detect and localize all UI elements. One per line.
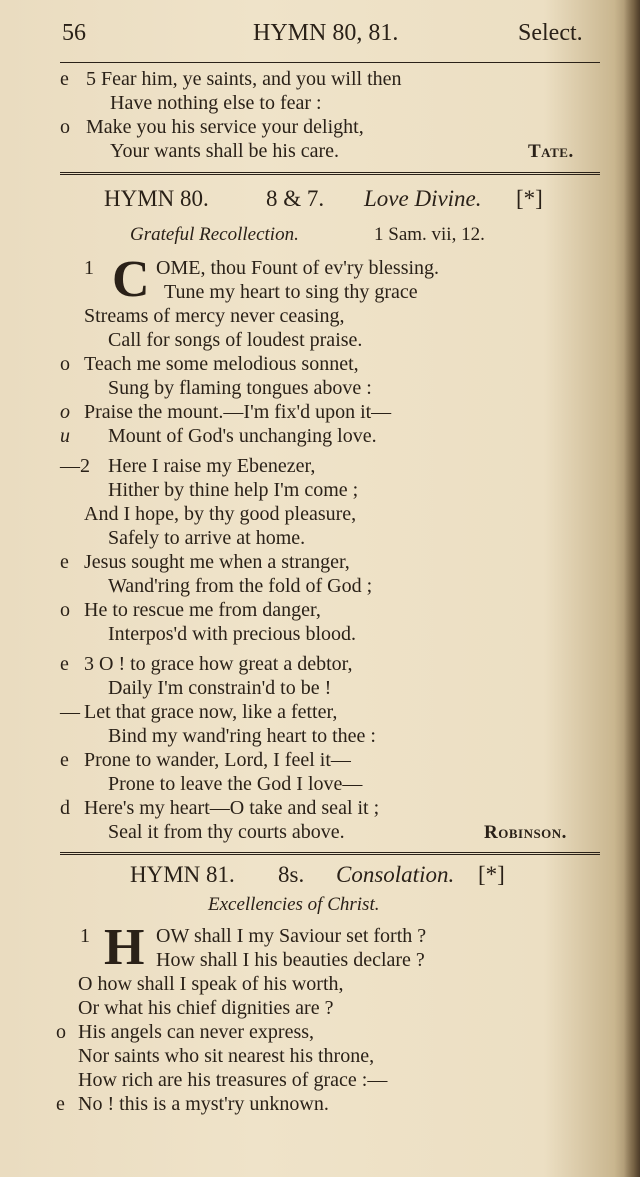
line-text: Prone to wander, Lord, I feel it— xyxy=(84,749,351,771)
line-text: Interpos'd with precious blood. xyxy=(108,623,357,645)
hymn-line xyxy=(0,551,640,577)
line-text: His angels can never express, xyxy=(78,1021,315,1043)
line-text: Have nothing else to fear : xyxy=(110,92,322,114)
hymn-line xyxy=(0,425,640,451)
hymn-line xyxy=(0,1069,640,1095)
hymn-line xyxy=(0,725,640,751)
drop-cap: H xyxy=(104,919,145,976)
line-text: Your wants shall be his care. xyxy=(110,140,340,162)
hymn-line xyxy=(0,701,640,727)
hymn-line xyxy=(0,455,640,481)
hymn-marker: [*] xyxy=(516,186,543,211)
line-mark: o xyxy=(60,401,70,423)
line-text: Nor saints who sit nearest his throne, xyxy=(78,1045,375,1067)
line-mark: e xyxy=(60,551,69,573)
line-text: OW shall I my Saviour set forth ? xyxy=(156,925,427,947)
hymn-line xyxy=(0,257,640,283)
hymn-number: HYMN 80. xyxy=(104,186,209,211)
prev-hymn-author: Tate. xyxy=(528,141,574,162)
line-text: OME, thou Fount of ev'ry blessing. xyxy=(156,257,440,279)
line-text: Safely to arrive at home. xyxy=(108,527,306,549)
line-text: 5 Fear him, ye saints, and you will then xyxy=(86,68,402,90)
line-text: He to rescue me from danger, xyxy=(84,599,321,621)
line-mark: d xyxy=(60,797,70,819)
line-mark: —2 xyxy=(60,455,90,477)
prev-hymn-line xyxy=(0,68,640,94)
line-text: Seal it from thy courts above. xyxy=(108,821,345,843)
line-mark: e xyxy=(60,653,69,675)
line-mark: o xyxy=(56,1021,66,1043)
line-text: Or what his chief dignities are ? xyxy=(78,997,334,1019)
section-label: Select. xyxy=(518,20,583,46)
line-mark: o xyxy=(60,116,70,138)
prev-hymn-line xyxy=(0,92,640,118)
line-text: O how shall I speak of his worth, xyxy=(78,973,344,995)
line-mark: o xyxy=(60,353,70,375)
header-rule xyxy=(60,62,600,63)
line-mark: e xyxy=(56,1093,65,1115)
line-mark: — xyxy=(60,701,80,723)
line-text: And I hope, by thy good pleasure, xyxy=(84,503,357,525)
line-text: Jesus sought me when a stranger, xyxy=(84,551,350,573)
line-text: Let that grace now, like a fetter, xyxy=(84,701,338,723)
line-mark: o xyxy=(60,599,70,621)
hymn-line xyxy=(0,401,640,427)
line-text: Sung by flaming tongues above : xyxy=(108,377,372,399)
hymn80-author: Robinson. xyxy=(484,822,567,843)
line-mark: e xyxy=(60,68,69,90)
hymn-line xyxy=(0,527,640,553)
hymn-line xyxy=(0,997,640,1023)
page-number: 56 xyxy=(62,20,86,46)
hymn-line xyxy=(0,575,640,601)
hymn-line xyxy=(0,925,640,951)
prev-hymn-line xyxy=(0,116,640,142)
hymn-subtitle: Excellencies of Christ. xyxy=(208,894,380,915)
hymn-line xyxy=(0,305,640,331)
scripture-reference: 1 Sam. vii, 12. xyxy=(374,224,485,245)
hymn-line xyxy=(0,281,640,307)
hymn-line xyxy=(0,1021,640,1047)
verse-number: 1 xyxy=(80,925,90,947)
hymn-line xyxy=(0,377,640,403)
line-text: Praise the mount.—I'm fix'd upon it— xyxy=(84,401,392,423)
line-text: How shall I his beauties declare ? xyxy=(156,949,425,971)
line-text: Daily I'm constrain'd to be ! xyxy=(108,677,332,699)
line-text: Tune my heart to sing thy grace xyxy=(164,281,418,303)
hymn-meter: 8s. xyxy=(278,862,305,887)
line-mark: u xyxy=(60,425,70,447)
verse-number: 1 xyxy=(84,257,94,279)
hymn-tune: Love Divine. xyxy=(364,186,482,211)
running-header xyxy=(0,20,640,56)
line-mark: e xyxy=(60,749,69,771)
hymn-line xyxy=(0,1045,640,1071)
line-text: Teach me some melodious sonnet, xyxy=(84,353,359,375)
line-text: Prone to leave the God I love— xyxy=(108,773,363,795)
section-divider xyxy=(60,172,600,175)
line-text: Hither by thine help I'm come ; xyxy=(108,479,359,501)
hymn-line xyxy=(0,653,640,679)
hymn-line xyxy=(0,329,640,355)
line-text: Mount of God's unchanging love. xyxy=(108,425,377,447)
line-text: Wand'ring from the fold of God ; xyxy=(108,575,373,597)
hymn-line xyxy=(0,677,640,703)
hymn-marker: [*] xyxy=(478,862,505,887)
hymn-line xyxy=(0,599,640,625)
hymn-line xyxy=(0,773,640,799)
hymn-line xyxy=(0,479,640,505)
hymn-subtitle: Grateful Recollection. xyxy=(130,224,299,245)
line-text: Make you his service your delight, xyxy=(86,116,364,138)
hymn-line xyxy=(0,973,640,999)
line-text: Call for songs of loudest praise. xyxy=(108,329,363,351)
hymn-line xyxy=(0,503,640,529)
hymn-line xyxy=(0,1093,640,1119)
hymn-line xyxy=(0,749,640,775)
line-text: No ! this is a myst'ry unknown. xyxy=(78,1093,329,1115)
hymn-line xyxy=(0,623,640,649)
section-divider xyxy=(60,852,600,855)
hymn-line xyxy=(0,797,640,823)
hymn-tune: Consolation. xyxy=(336,862,455,887)
hymn-number: HYMN 81. xyxy=(130,862,235,887)
hymn-line xyxy=(0,949,640,975)
hymn-line xyxy=(0,353,640,379)
line-text: Here's my heart—O take and seal it ; xyxy=(84,797,380,819)
line-text: Bind my wand'ring heart to thee : xyxy=(108,725,376,747)
running-title: HYMN 80, 81. xyxy=(253,20,399,46)
line-text: 3 O ! to grace how great a debtor, xyxy=(84,653,353,675)
drop-cap: C xyxy=(112,251,150,308)
line-text: How rich are his treasures of grace :— xyxy=(78,1069,388,1091)
line-text: Here I raise my Ebenezer, xyxy=(108,455,316,477)
line-text: Streams of mercy never ceasing, xyxy=(84,305,345,327)
hymn-meter: 8 & 7. xyxy=(266,186,325,211)
